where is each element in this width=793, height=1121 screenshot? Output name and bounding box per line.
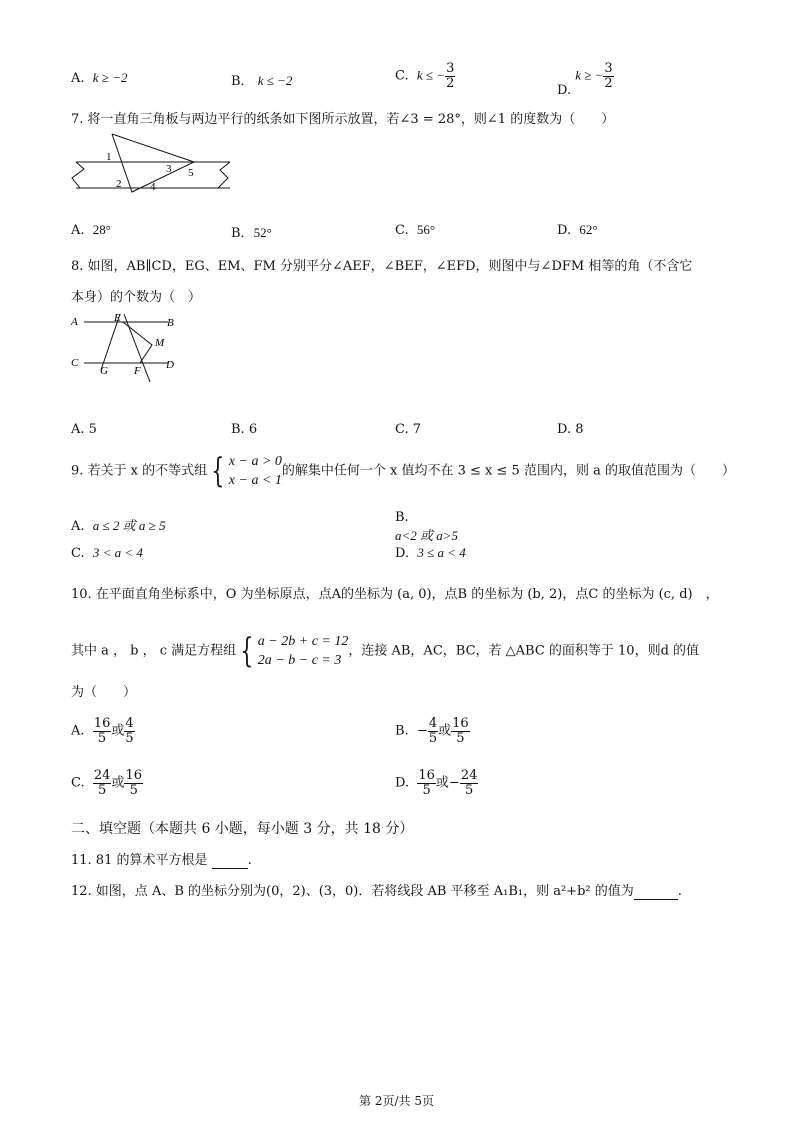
q9-system: x − a > 0 x − a < 1	[228, 454, 282, 488]
q8-option-c[interactable]: C. 7	[395, 422, 422, 437]
q8-figure	[68, 308, 183, 388]
q10-option-a[interactable]: A. $\frac{16}{5}$ 或 $\frac{4}{5}$	[71, 716, 134, 746]
q10-option-d[interactable]: D. $\frac{16}{5}$ 或− $\frac{24}{5}$	[395, 768, 478, 798]
q7-figure	[70, 130, 235, 196]
q6-option-d[interactable]: D. k ≥ − $\frac{3}{2}$	[557, 61, 613, 98]
q12-answer-blank[interactable]	[634, 884, 678, 900]
q8-label-c: C	[71, 357, 79, 369]
q10-option-b[interactable]: B. − $\frac{4}{5}$ 或 $\frac{16}{5}$	[395, 716, 469, 746]
page-number: 第 2页/共 5页	[359, 1094, 434, 1108]
q7-label-2: 2	[116, 178, 122, 190]
q7-option-b[interactable]: B．52°	[231, 225, 272, 241]
q8-label-g: G	[100, 365, 108, 377]
q6-option-b[interactable]: B． k ≤ −2	[231, 73, 293, 89]
q8-label-a: A	[71, 316, 78, 328]
q9-option-d[interactable]: D. 3 ≤ a < 4	[395, 545, 466, 561]
section-title: 二、填空题（本题共 6 小题，每小题 3 分，共 18 分）	[71, 821, 414, 837]
q7-option-d[interactable]: D. 62°	[557, 222, 598, 238]
q8-label-e: E	[114, 312, 121, 324]
q7-option-c[interactable]: C. 56°	[395, 222, 436, 238]
q10-brace: {	[240, 631, 254, 671]
q7-label-1: 1	[106, 151, 112, 163]
q8-stem-line2: 本身）的个数为（ ）	[71, 290, 202, 305]
q10-system: a − 2b + c = 12 2a − b − c = 3	[257, 634, 349, 668]
q9-brace: {	[211, 451, 225, 491]
q7-label-3: 3	[166, 163, 172, 175]
q10-stem-line2: 其中 a ， b ， c 满足方程组 { a − 2b + c = 12 2a − b − c = 3 ，连接 AB，AC，BC，若 △ABC 的面积等于 10，则d 的值	[71, 631, 700, 671]
q7-label-5: 5	[188, 167, 194, 179]
q11-stem: 11. 81 的算术平方根是 .	[71, 853, 252, 868]
q8-label-b: B	[167, 317, 174, 329]
q8-option-b[interactable]: B. 6	[231, 422, 258, 437]
q8-label-d: D	[166, 359, 174, 371]
q8-label-f: F	[134, 365, 141, 377]
q11-answer-blank[interactable]	[212, 853, 248, 869]
q10-stem-line3: 为（ ）	[71, 685, 137, 700]
q9-stem: 9. 若关于 x 的不等式组 { x − a > 0 x − a < 1 的解集中任何一个 x 值均不在 3 ≤ x ≤ 5 范围内，则 a 的取值范围为（ ）	[71, 451, 735, 491]
q8-label-m: M	[155, 337, 165, 349]
q6-option-d-fraction: $\frac{3}{2}$	[604, 61, 613, 91]
q12-stem: 12. 如图，点 A、B 的坐标分别为(0，2)、(3，0)．若将线段 AB 平移至 A₁B₁，则 a²+b² 的值为 .	[71, 884, 682, 899]
q9-option-b[interactable]: B. a<2 或 a>5	[395, 510, 459, 543]
q6-option-c-fraction: $\frac{3}{2}$	[446, 61, 455, 91]
q7-option-a[interactable]: A. 28°	[71, 222, 111, 238]
q9-option-a[interactable]: A. a ≤ 2 或 a ≥ 5	[71, 518, 166, 534]
q8-option-a[interactable]: A. 5	[71, 422, 97, 437]
q6-option-a[interactable]: A. k ≥ −2	[71, 70, 128, 86]
q8-option-d[interactable]: D. 8	[557, 422, 584, 437]
q10-stem-line1: 10. 在平面直角坐标系中，O 为坐标原点，点A的坐标为 (a, 0)，点B 的坐标为 (b, 2)，点C 的坐标为 (c, d) ，	[71, 587, 719, 602]
q7-label-4: 4	[150, 181, 156, 193]
q7-stem: 7. 将一直角三角板与两边平行的纸条如下图所示放置，若∠3 = 28°，则∠1 的度数为（ ）	[71, 112, 615, 127]
q9-option-c[interactable]: C. 3 < a < 4	[71, 545, 143, 561]
q10-option-c[interactable]: C. $\frac{24}{5}$ 或 $\frac{16}{5}$	[71, 768, 142, 798]
q8-stem-line1: 8. 如图，AB∥CD，EG、EM、FM 分别平分∠AEF，∠BEF，∠EFD，则图中与∠DFM 相等的角（不含它	[71, 259, 693, 274]
q6-option-c[interactable]: C. k ≤ − $\frac{3}{2}$	[395, 61, 455, 91]
